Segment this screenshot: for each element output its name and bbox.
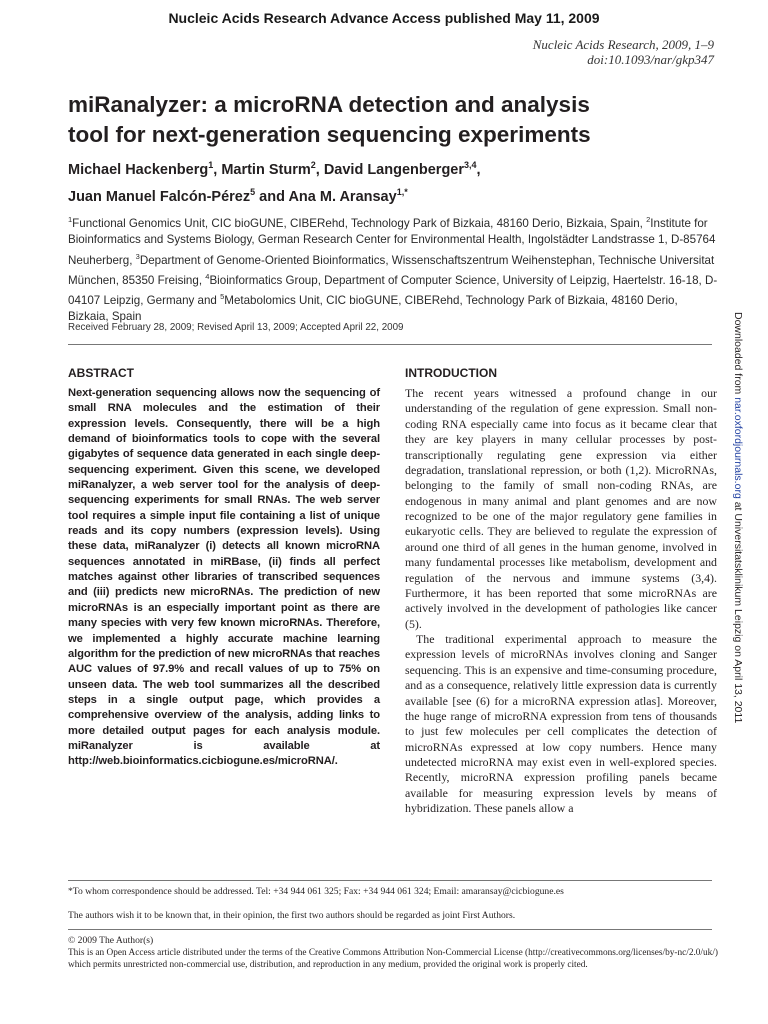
author-name: Ana M. Aransay [288, 188, 397, 205]
license-note: This is an Open Access article distributed under the terms of the Creative Commons Attribution Non-Commercial License (http://creativecommons.org/licenses/by-nc/2.0/uk/) which permits unrestricted non-commercial use, distribution, and reproduction in any medium, provided the original work is properly cited. [68, 948, 718, 970]
joint-authors-note: The authors wish it to be known that, in their opinion, the first two authors should be regarded as joint First Authors. [68, 910, 516, 921]
intro-paragraph-2: The traditional experimental approach to measure the expression levels of microRNAs involves cloning and Sanger sequencing. This is an expensive and time-consuming procedure, and as a consequence, relatively little expression data is currently available [see (6) for a microRNA expression atlas]. Moreover, the huge range of microRNA expression from tens of thousands to just few molecules per cell complicates the detection of microRNAs expressed at low copy numbers. Hence many undetected microRNA may exist even in well-explored species. Recently, microRNA expression profiling panels became available for measuring expression levels by means of hybridization. These panels allow a [405, 632, 717, 816]
abstract-heading: ABSTRACT [68, 366, 134, 380]
author-name: Michael Hackenberg [68, 161, 209, 178]
affiliation-text: Department of Genome-Oriented Bioinformatics, Wissenschaftszentrum Weihenstephan, Technische Universitat München, 85350 Freising, [68, 253, 715, 287]
journal-site-link[interactable]: nar.oxfordjournals.org [732, 397, 744, 499]
affiliation-number: 1 [68, 215, 73, 224]
author-list [68, 154, 708, 208]
affiliations [68, 212, 718, 326]
copyright-note: © 2009 The Author(s) [68, 935, 154, 946]
author-affiliation-mark: 1 [208, 160, 214, 170]
journal-name: Nucleic Acids Research, 2009, 1–9 [532, 37, 714, 52]
author-name: Juan Manuel Falcón-Pérez [68, 188, 251, 205]
author-affiliation-mark: 1,* [396, 186, 408, 197]
download-suffix: at Universitatsklinikum Leipzig on April 13, 2011 [732, 498, 744, 724]
divider [68, 344, 712, 345]
advance-access-line: Nucleic Acids Research Advance Access published May 11, 2009 [168, 10, 600, 26]
author-name: Martin Sturm [221, 161, 311, 178]
intro-paragraph-1: The recent years witnessed a profound change in our understanding of the regulation of gene expression. Small non-coding RNA especially came into focus as it became clear that they are key players in many cellular processes by post-transcriptionally regulating gene expression via either degradation, translational repression, or both (1,2). MicroRNAs, belonging to the family of small non-coding RNAs, are endogenous in many animal and plant genomes and are now recognized to be one of the major regulatory gene families in eukaryotic cells. They are believed to regulate the expression of around one third of all genes in the human genome, involved in many fundamental processes like metabolism, development and regulation of the nervous and immune systems (3,4). Furthermore, it has been reported that some microRNAs are actively involved in the development of pathologies like cancer (5). [405, 386, 717, 631]
download-prefix: Downloaded from [732, 312, 744, 398]
journal-citation [533, 37, 714, 67]
author-separator: , [315, 161, 324, 178]
received-dates: Received February 28, 2009; Revised April 13, 2009; Accepted April 22, 2009 [68, 322, 404, 333]
correspondence-note: *To whom correspondence should be addressed. Tel: +34 944 061 325; Fax: +34 944 061 324; Email: amaransay@cicbiogune.es [68, 886, 564, 897]
authors-line-2 [68, 181, 708, 208]
footnote-divider [68, 880, 712, 881]
title-line-1: miRanalyzer: a microRNA detection and analysis [68, 92, 590, 117]
author-separator: , [476, 161, 481, 178]
introduction-section [405, 366, 717, 817]
author-separator: , [213, 161, 222, 178]
author-affiliation-mark: 5 [250, 186, 256, 197]
footnote-divider-2 [68, 929, 712, 930]
download-note-text [732, 312, 744, 723]
doi: doi:10.1093/nar/gkp347 [587, 52, 714, 67]
article-title [68, 90, 708, 150]
abstract-text: Next-generation sequencing allows now the sequencing of small RNA molecules and the estimation of their expression levels. Consequently, there will be a high demand of bioinformatics tools to cope with the several gigabytes of sequence data generated in each single deep-sequencing experiment. Given this scene, we developed miRanalyzer, a web server tool for the analysis of deep-sequencing experiments for small RNAs. The web server tool requires a simple input file containing a list of unique reads and its copy numbers (expression levels). Using these data, miRanalyzer (i) detects all known microRNA sequences annotated in miRBase, (ii) finds all perfect matches against other libraries of transcribed sequences and (iii) predicts new microRNAs. The prediction of new microRNAs is an especially important point as there are many species with very few known microRNAs. Therefore, we implemented a highly accurate machine learning algorithm for the prediction of new microRNAs that reaches AUC values of 97.9% and recall values of up to 75% on unseen data. The web tool summarizes all the described steps in a single output page, which provides a comprehensive overview of the analysis, adding links to more detailed output pages for each analysis module. miRanalyzer is available at http://web.bioinformatics.cicbiogune.es/microRNA/. [68, 387, 380, 768]
author-separator: and [255, 188, 289, 205]
title-line-2: tool for next-generation sequencing experiments [68, 122, 591, 147]
affiliation-text: Bioinformatics Group, Department of Computer Science, University of Leipzig, Haertelstr. 16-18, D-04107 Leipzig, Germany and [68, 273, 718, 308]
introduction-heading: INTRODUCTION [405, 366, 497, 380]
affiliation-number: 2 [646, 215, 651, 224]
affiliation-number: 3 [135, 251, 140, 261]
author-name: David Langenberger [323, 161, 465, 178]
abstract-section [68, 366, 380, 770]
affiliation-number: 5 [220, 292, 225, 302]
affiliation-text: Metabolomics Unit, CIC bioGUNE, CIBERehd, Technology Park of Bizkaia, 48160 Derio, Bizkaia, Spain [68, 294, 678, 324]
affiliation-text: Functional Genomics Unit, CIC bioGUNE, CIBERehd, Technology Park of Bizkaia, 48160 Derio, Bizkaia, Spain, [72, 216, 647, 230]
affiliation-number: 4 [205, 271, 210, 281]
author-affiliation-mark: 2 [310, 160, 316, 170]
affiliation-text: Institute for Bioinformatics and Systems Biology, German Research Center for Environmental Health, Ingolstädter Landstrasse 1, D-85764 Neuherberg, [68, 216, 716, 267]
author-affiliation-mark: 3,4 [464, 160, 477, 170]
authors-line-1 [68, 154, 708, 181]
